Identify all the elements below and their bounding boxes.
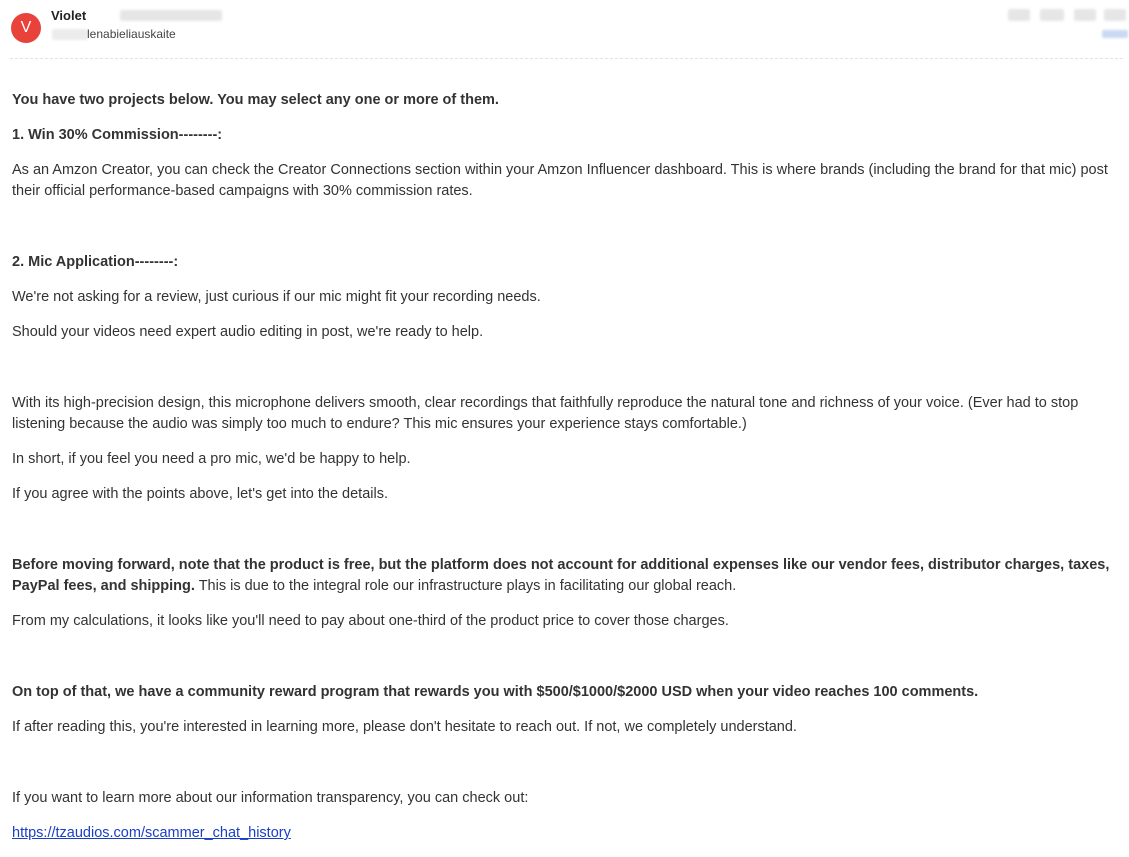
project1-body: As an Amzon Creator, you can check the Creator Connections section within your Amzon Influencer dashboard. This is where brands (including the brand for that mic) post their official performance-based campaigns with 30% commission rates. — [12, 162, 1108, 199]
project1-title: 1. Win 30% Commission--------: — [12, 127, 223, 143]
paragraph-reach-out: If after reading this, you're interested in learning more, please don't hesitate to reach out. If not, we completely understand. — [12, 719, 797, 735]
sender-avatar[interactable]: V — [11, 13, 41, 43]
email-header — [0, 0, 1129, 58]
recipient-address: lenabieliauskaite — [87, 27, 176, 41]
link-paragraph — [12, 823, 291, 844]
redacted-sender-address — [120, 10, 222, 21]
paragraph-transparency: If you want to learn more about our information transparency, you can check out: — [12, 790, 529, 806]
paragraph-not-review: We're not asking for a review, just curious if our mic might fit your recording needs. — [12, 289, 541, 305]
intro-text: You have two projects below. You may select any one or more of them. — [12, 92, 499, 108]
sender-name[interactable]: Violet — [51, 8, 87, 23]
redacted-date — [1104, 9, 1126, 21]
paragraph-agree: If you agree with the points above, let's get into the details. — [12, 486, 388, 502]
redacted-action-link[interactable] — [1102, 30, 1128, 38]
project2-title: 2. Mic Application--------: — [12, 254, 179, 270]
paragraph-design: With its high-precision design, this microphone delivers smooth, clear recordings that faithfully reproduce the natural tone and richness of your voice. (Ever had to stop listening because the audio was simply too much to endure? This mic ensures your experience stays comfortable.) — [12, 395, 1079, 432]
fees-bold-text: Before moving forward, note that the product is free, but the platform does not account for additional expenses like our vendor fees, distributor charges, taxes, PayPal fees, and shipping. — [12, 557, 1110, 594]
redacted-recipient-prefix — [52, 29, 88, 40]
fees-rest-text: This is due to the integral role our infrastructure plays in facilitating our global reach. — [194, 578, 737, 594]
paragraph-calc: From my calculations, it looks like you'll need to pay about one-third of the product price to cover those charges. — [12, 613, 729, 629]
paragraph-short: In short, if you feel you need a pro mic, we'd be happy to help. — [12, 451, 411, 467]
paragraph-reward: On top of that, we have a community reward program that rewards you with $500/$1000/$2000 USD when your video reaches 100 comments. — [12, 684, 979, 700]
redacted-date — [1074, 9, 1096, 21]
header-divider — [10, 58, 1123, 59]
redacted-date — [1008, 9, 1030, 21]
paragraph-audio-help: Should your videos need expert audio editing in post, we're ready to help. — [12, 324, 484, 340]
paragraph-fees — [12, 555, 1112, 597]
redacted-date — [1040, 9, 1064, 21]
transparency-link[interactable]: https://tzaudios.com/scammer_chat_history — [12, 825, 291, 841]
